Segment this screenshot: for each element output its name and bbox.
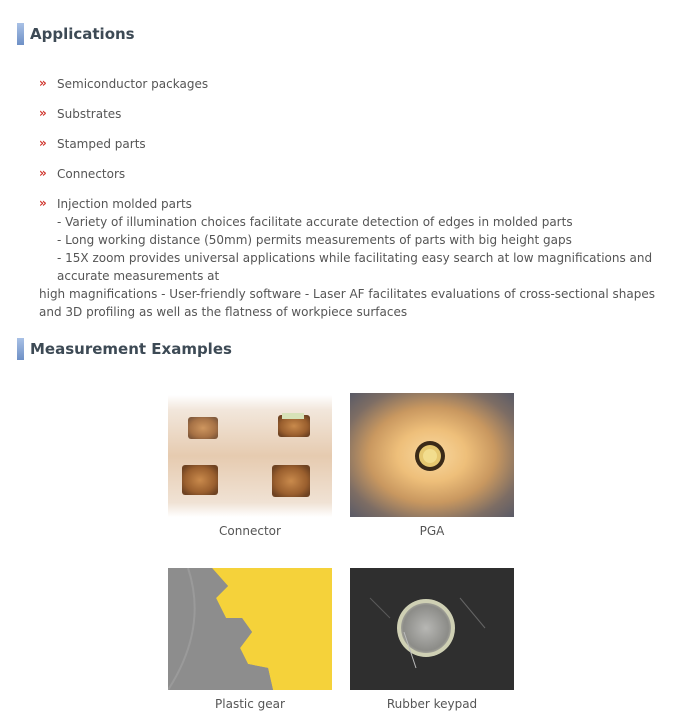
connector-caption: Connector <box>219 524 281 538</box>
list-item-label: Stamped parts <box>57 137 146 151</box>
double-chevron-icon: » <box>39 196 46 210</box>
detail-line: - Variety of illumination choices facilitate accurate detection of edges in molded parts <box>57 215 573 229</box>
detail-line: high magnifications - User-friendly software - Laser AF facilitates evaluations of cross-sectional shapes and 3D profiling as well as the flatness of workpiece surfaces <box>39 287 655 319</box>
double-chevron-icon: » <box>39 106 46 120</box>
list-item-label: Injection molded parts <box>57 197 192 211</box>
double-chevron-icon: » <box>39 166 46 180</box>
list-item-label: Substrates <box>57 107 122 121</box>
applications-title: Applications <box>30 25 135 43</box>
plastic-gear-caption: Plastic gear <box>215 697 285 711</box>
examples-title: Measurement Examples <box>30 340 232 358</box>
list-item-label: Semiconductor packages <box>57 77 209 91</box>
list-item-label: Connectors <box>57 167 126 181</box>
plastic-gear-image <box>168 568 332 690</box>
detail-line: - Long working distance (50mm) permits measurements of parts with big height gaps <box>57 233 572 247</box>
double-chevron-icon: » <box>39 136 46 150</box>
connector-image <box>168 395 332 517</box>
rubber-keypad-image <box>350 568 514 690</box>
detail-line: - 15X zoom provides universal applications while facilitating easy search at low magnifications and accurate measurements at <box>57 251 653 283</box>
rubber-keypad-caption: Rubber keypad <box>386 697 478 711</box>
double-chevron-icon: » <box>39 76 46 90</box>
pga-caption: PGA <box>419 524 445 538</box>
pga-image <box>350 393 514 517</box>
